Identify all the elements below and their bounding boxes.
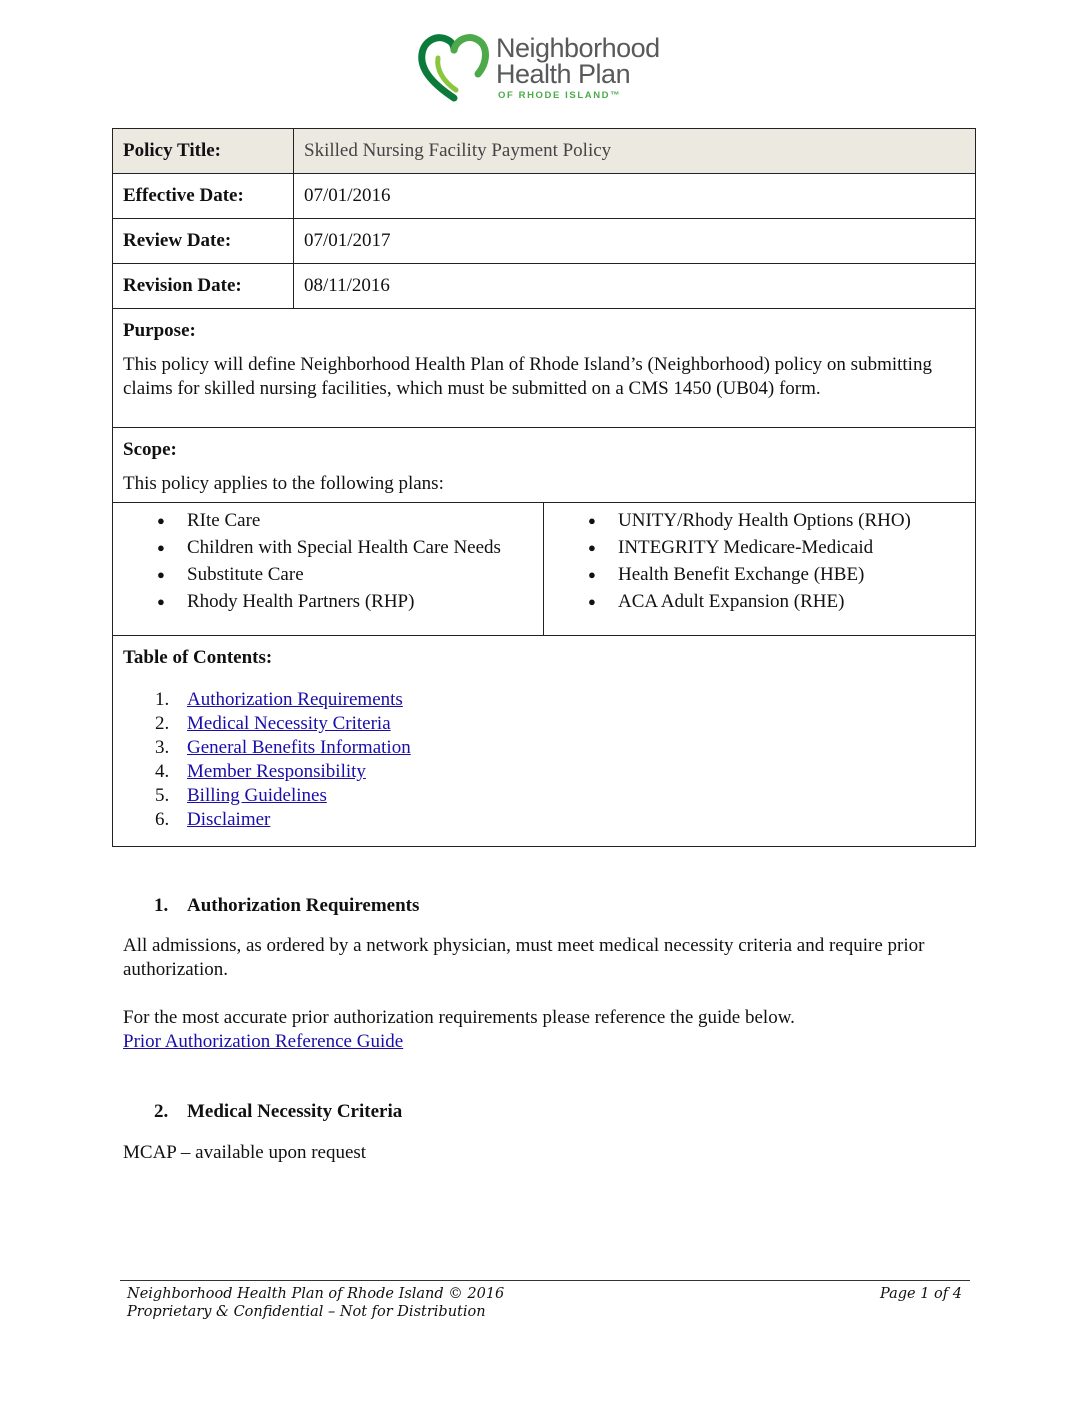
review-date-row xyxy=(113,219,976,264)
toc-link-authorization[interactable]: Authorization Requirements xyxy=(187,689,403,710)
bullet-icon: ● xyxy=(157,567,165,582)
heart-swoosh-logo-icon xyxy=(416,28,492,104)
toc-row xyxy=(113,636,976,847)
bullet-icon: ● xyxy=(157,540,165,555)
bullet-icon: ● xyxy=(588,513,596,528)
policy-title-row xyxy=(113,129,976,174)
footer-copyright: Neighborhood Health Plan of Rhode Island © 2016 xyxy=(127,1286,505,1302)
bullet-icon: ● xyxy=(157,594,165,609)
toc-heading: Table of Contents: xyxy=(123,647,273,668)
footer-left xyxy=(127,1285,504,1321)
bullet-icon: ● xyxy=(157,513,165,528)
toc-item: 5. Billing Guidelines xyxy=(155,785,327,806)
plans-right-column xyxy=(544,503,975,635)
effective-date-label: Effective Date: xyxy=(113,174,294,219)
bullet-icon: ● xyxy=(588,540,596,555)
plan-item: ● UNITY/Rhody Health Options (RHO) xyxy=(544,507,975,534)
logo-text-line3: OF RHODE ISLAND™ xyxy=(498,90,622,101)
bullet-icon: ● xyxy=(588,567,596,582)
toc-cell xyxy=(113,636,976,847)
purpose-cell xyxy=(113,309,976,428)
plan-item: ● Children with Special Health Care Needs xyxy=(113,534,543,561)
plans-list xyxy=(113,502,975,635)
toc-link-member-responsibility[interactable]: Member Responsibility xyxy=(187,761,366,782)
section1-paragraph1: All admissions, as ordered by a network physician, must meet medical necessity criteria and require prior authorization. xyxy=(123,935,925,980)
section1-link-wrapper xyxy=(123,1030,973,1054)
toc-link-general-benefits[interactable]: General Benefits Information xyxy=(187,737,411,758)
logo-text-line2: Health Plan xyxy=(496,59,631,89)
policy-title-value: Skilled Nursing Facility Payment Policy xyxy=(294,129,976,174)
scope-cell xyxy=(113,428,976,636)
bullet-icon: ● xyxy=(588,594,596,609)
plan-item: ● Health Benefit Exchange (HBE) xyxy=(544,561,975,588)
effective-date-value: 07/01/2016 xyxy=(294,174,976,219)
effective-date-row xyxy=(113,174,976,219)
purpose-text: This policy will define Neighborhood Health Plan of Rhode Island’s (Neighborhood) policy on submitting claims for skilled nursing facilities, which must be submitted on a CMS 1450 (UB04) form. xyxy=(123,354,932,399)
page-number: Page 1 of 4 xyxy=(880,1286,962,1302)
policy-table xyxy=(112,128,976,847)
toc-link-medical-necessity[interactable]: Medical Necessity Criteria xyxy=(187,713,391,734)
logo-text-line1: Neighborhood xyxy=(496,33,660,63)
footer-confidential: Proprietary & Confidential – Not for Distribution xyxy=(127,1304,486,1320)
toc-item: 2. Medical Necessity Criteria xyxy=(155,713,391,734)
policy-title-label: Policy Title: xyxy=(113,129,294,174)
plans-left-column xyxy=(113,503,544,635)
scope-heading: Scope: xyxy=(123,439,177,460)
scope-row xyxy=(113,428,976,636)
plan-item: ● ACA Adult Expansion (RHE) xyxy=(544,588,975,615)
section2-paragraph1: MCAP – available upon request xyxy=(123,1142,367,1163)
company-logo xyxy=(416,26,686,106)
toc-item: 4. Member Responsibility xyxy=(155,761,366,782)
scope-intro: This policy applies to the following plans: xyxy=(123,473,444,494)
purpose-heading: Purpose: xyxy=(123,320,196,341)
toc-link-billing-guidelines[interactable]: Billing Guidelines xyxy=(187,785,327,806)
section2-heading: 2. Medical Necessity Criteria xyxy=(154,1101,403,1122)
review-date-label: Review Date: xyxy=(113,219,294,264)
toc-item: 6. Disclaimer xyxy=(155,809,271,830)
section1-paragraph2: For the most accurate prior authorization requirements please reference the guide below. xyxy=(123,1007,795,1028)
review-date-value: 07/01/2017 xyxy=(294,219,976,264)
section1-heading: 1. Authorization Requirements xyxy=(154,895,420,916)
toc-item: 3. General Benefits Information xyxy=(155,737,411,758)
plan-item: ● RIte Care xyxy=(113,507,543,534)
toc-item: 1. Authorization Requirements xyxy=(155,689,403,710)
footer-divider xyxy=(120,1280,970,1281)
toc-list xyxy=(123,688,965,832)
revision-date-row xyxy=(113,264,976,309)
plan-item: ● Rhody Health Partners (RHP) xyxy=(113,588,543,615)
revision-date-value: 08/11/2016 xyxy=(294,264,976,309)
plan-item: ● Substitute Care xyxy=(113,561,543,588)
plan-item: ● INTEGRITY Medicare-Medicaid xyxy=(544,534,975,561)
prior-authorization-guide-link[interactable]: Prior Authorization Reference Guide xyxy=(123,1031,404,1052)
toc-link-disclaimer[interactable]: Disclaimer xyxy=(187,809,271,830)
purpose-row xyxy=(113,309,976,428)
revision-date-label: Revision Date: xyxy=(113,264,294,309)
